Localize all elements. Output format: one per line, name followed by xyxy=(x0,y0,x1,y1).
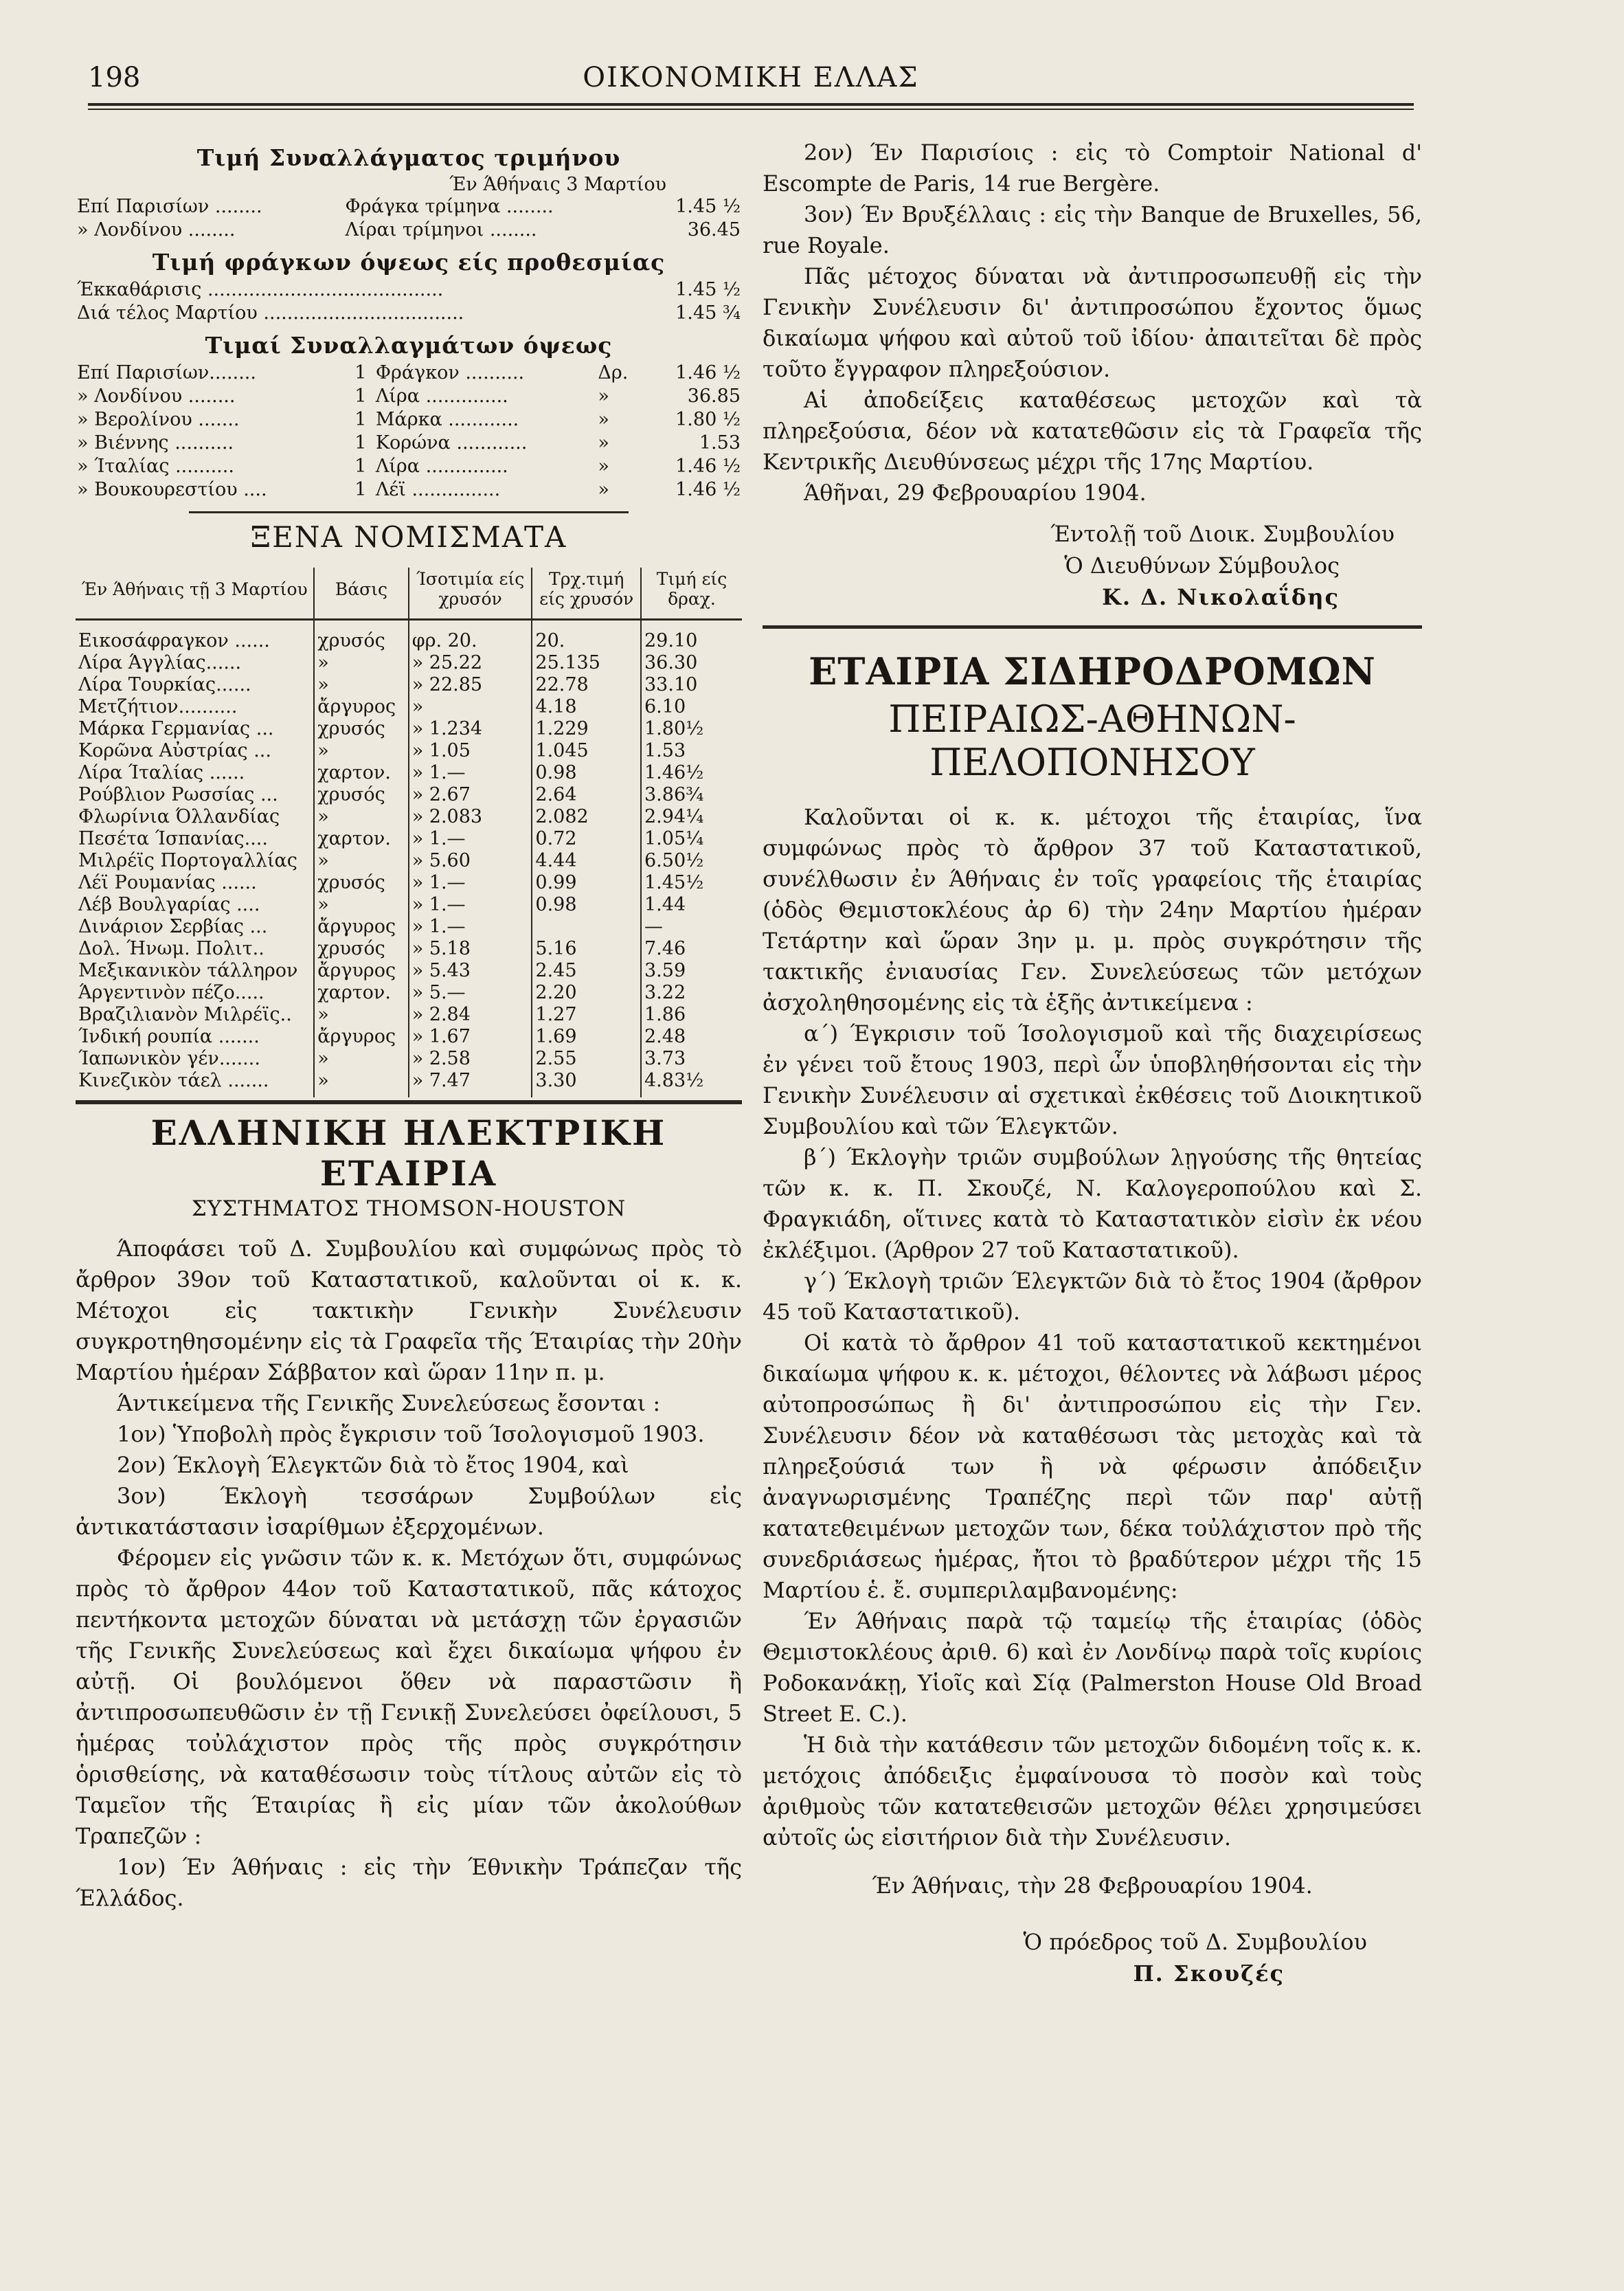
signature-name: Κ. Δ. Νικολαΐδης xyxy=(1102,584,1340,610)
currency-current: 3.30 xyxy=(532,1070,641,1097)
paragraph: α´) Έγκρισιν τοῦ Ίσολογισμοῦ καὶ τῆς διαχειρίσεως ἐν γένει τοῦ ἔτους 1903, περὶ ὧν ὑποβληθήσονται εἰς τὴν Γενικὴν Συνέλευσιν αἱ σχετικαὶ ἐκθέσεις τοῦ Διοικητικοῦ Συμβουλίου καὶ τῶν Έλεγκτῶν. xyxy=(763,1020,1422,1139)
paragraph: Πᾶς μέτοχος δύναται νὰ ἀντιπροσωπευθῇ εἰς τὴν Γενικὴν Συνέλευσιν δι' ἀντιπροσώπου ἔχοντος ὅμως δικαίωμα ψήφου καὶ αὐτοῦ τοῦ ἰδίου· ἀπαιτεῖται δὲ πρὸς τοῦτο ἔγγραφον πληρεξούσιον. xyxy=(763,263,1422,382)
table-row xyxy=(76,219,742,242)
paragraph: Έν Άθήναις παρὰ τῷ ταμείῳ τῆς ἑταιρίας (ὁδὸς Θεμιστοκλέους ἀριθ. 6) καὶ ἐν Λονδίνῳ παρὰ τοῖς κυρίοις Ροδοκανάκῃ, Υἱοῖς καὶ Σίᾳ (Palmerston House Old Broad Street E. C.). xyxy=(763,1608,1422,1727)
currency-base: » xyxy=(314,1004,408,1026)
currency-name: Μάρκα Γερμανίας ... xyxy=(78,718,274,739)
currency-price: 1.44 xyxy=(641,894,742,916)
table-row xyxy=(76,1048,742,1070)
currency-price: 1.80½ xyxy=(641,718,742,740)
currency-parity: » 1.— xyxy=(409,894,532,916)
page-number: 198 xyxy=(88,62,141,93)
currency-price: 1.46½ xyxy=(641,762,742,784)
header-rule-thin xyxy=(88,109,1414,110)
col-header-price: Τιμή είς δραχ. xyxy=(641,568,742,620)
table-row xyxy=(76,432,742,455)
currency-current: 0.98 xyxy=(532,894,641,916)
currency-parity: » 2.84 xyxy=(409,1004,532,1026)
rate-label: Επί Παρισίων ........ xyxy=(77,196,262,217)
rate-prefix: Δρ. xyxy=(598,362,629,383)
rate-unit: Λίρα .............. xyxy=(375,456,508,477)
notice-date: Άθῆναι, 29 Φεβρουαρίου 1904. xyxy=(804,480,1147,506)
paragraph: Άποφάσει τοῦ Δ. Συμβουλίου καὶ συμφώνως πρὸς τὸ ἄρθρον 39ον τοῦ Καταστατικοῦ, καλοῦνται οἱ κ. κ. Μέτοχοι εἰς τακτικὴν Γενικὴν Συνέλευσιν συγκροτηθησομένην εἰς τὰ Γραφεῖα τῆς Έταιρίας τὴν 20ὴν Μαρτίου ἡμέραν Σάββατον καὶ ὥραν 11ην π. μ. xyxy=(76,1236,742,1385)
currency-current xyxy=(532,916,641,938)
currency-name: Λέβ Βουλγαρίας .... xyxy=(78,894,260,915)
foreign-currencies-title: ΞΕΝΑ ΝΟΜΙΣΜΑΤΑ xyxy=(250,520,567,554)
signature-line: Ὁ Διευθύνων Σύμβουλος xyxy=(1064,552,1340,579)
col-header-currency: Έν Άθήναις τῇ 3 Μαρτίου xyxy=(76,568,314,620)
currency-name: Δολ. Ήνωμ. Πολιτ.. xyxy=(78,938,264,959)
currency-parity: » 7.47 xyxy=(409,1070,532,1097)
signature-name: Π. Σκουζές xyxy=(1133,1960,1285,1987)
rate-qty: 1 xyxy=(354,479,367,500)
rate-label: » Λονδίνου ........ xyxy=(77,385,236,407)
paragraph: Οἱ κατὰ τὸ ἄρθρον 41 τοῦ καταστατικοῦ κεκτημένοι δικαίωμα ψήφου κ. κ. μέτοχοι, θέλοντες νὰ λάβωσι μέρος αὐτοπροσώπως ἢ δι' ἀντιπροσώπου εἰς τὴν Γεν. Συνέλευσιν δέον νὰ καταθέσωσι τὰς μετοχὰς καὶ τὰ πληρεξούσιά των ἢ νὰ φέρωσιν ἀπόδειξιν ἀναγνωρισμένης Τραπέζης περὶ τῶν παρ' αὐτῇ κατατεθειμένων μετοχῶν των, δέκα τοὐλάχιστον πρὸ τῆς συνεδριάσεως ἡμέρας, ἤτοι τὸ βραδύτερον μέχρι τῆς 15 Μαρτίου ἑ. ἔ. συμπεριλαμβανομένης: xyxy=(763,1330,1422,1603)
currency-current: 0.98 xyxy=(532,762,641,784)
table-row xyxy=(76,1070,742,1097)
signature-line: Ὁ πρόεδρος τοῦ Δ. Συμβουλίου xyxy=(1023,1929,1367,1955)
currency-current: 2.55 xyxy=(532,1048,641,1070)
currency-price: 36.30 xyxy=(641,652,742,674)
rate-qty: 1 xyxy=(354,362,367,383)
table-row xyxy=(76,872,742,894)
currency-parity: » 5.— xyxy=(409,982,532,1004)
rate-value: 1.46 ½ xyxy=(675,479,741,500)
paragraph: 2ον) Έκλογὴ Έλεγκτῶν διὰ τὸ ἔτος 1904, καὶ xyxy=(117,1452,629,1478)
currency-current: 20. xyxy=(532,620,641,653)
currency-current: 1.27 xyxy=(532,1004,641,1026)
currency-rows xyxy=(76,620,742,1098)
currency-base: χρυσός xyxy=(314,938,408,960)
rate-unit: Λίραι τρίμηνοι ........ xyxy=(345,219,537,241)
currency-current: 2.64 xyxy=(532,784,641,806)
currency-current: 2.20 xyxy=(532,982,641,1004)
rate-value: 1.80 ½ xyxy=(675,409,741,430)
currency-parity: » 1.67 xyxy=(409,1026,532,1048)
currency-price: 1.86 xyxy=(641,1004,742,1026)
currency-base: » xyxy=(314,740,408,762)
currency-base: » xyxy=(314,850,408,872)
paragraph: β´) Έκλογὴν τριῶν συμβούλων λῃγούσης τῆς θητείας τῶν κ. κ. Π. Σκουζέ, Ν. Καλογεροπούλου καὶ Σ. Φραγκιάδη, οἵτινες κατὰ τὸ Καταστατικὸν εἰσὶν ἐκ νέου ἐκλέξιμοι. (Άρθρον 27 τοῦ Καταστατικοῦ). xyxy=(763,1144,1422,1263)
currency-price: 4.83½ xyxy=(641,1070,742,1097)
section-divider xyxy=(189,511,629,513)
rate-prefix: » xyxy=(598,456,609,477)
paragraph: Ἡ διὰ τὴν κατάθεσιν τῶν μετοχῶν διδομένη τοῖς κ. κ. μετόχοις ἀπόδειξις ἐμφαίνουσα τὸ ποσὸν καὶ τοὺς ἀριθμοὺς τῶν κατατεθεισῶν μετοχῶν θέλει χρησιμεύσει αὐτοῖς ὡς εἰσιτήριον διὰ τὴν Συνέλευσιν. xyxy=(763,1732,1422,1851)
currency-base: ἄργυρος xyxy=(314,696,408,718)
rate-label: » Λονδίνου ........ xyxy=(77,219,236,241)
currency-current: 5.16 xyxy=(532,938,641,960)
table-row xyxy=(76,408,742,432)
table-row xyxy=(76,385,742,408)
table-row xyxy=(76,620,742,653)
table-row xyxy=(76,652,742,674)
table-row xyxy=(76,828,742,850)
currency-base: » xyxy=(314,894,408,916)
currency-parity: » 1.— xyxy=(409,872,532,894)
header-rule xyxy=(88,103,1414,106)
currency-name: Μιλρέϊς Πορτογαλλίας xyxy=(78,850,297,871)
rate-unit: Μάρκα ............ xyxy=(375,409,519,430)
rate-prefix: » xyxy=(598,479,609,500)
currency-parity: » 1.05 xyxy=(409,740,532,762)
currency-current: 25.135 xyxy=(532,652,641,674)
exchange-3m-table xyxy=(76,195,742,242)
currency-parity: » 5.18 xyxy=(409,938,532,960)
rate-unit: Φράγκον .......... xyxy=(375,362,525,383)
currency-parity: » 1.— xyxy=(409,762,532,784)
currency-price: 3.73 xyxy=(641,1048,742,1070)
rate-label: » Βερολίνου ....... xyxy=(77,409,240,430)
rate-qty: 1 xyxy=(354,409,367,430)
sight-exchange-table xyxy=(76,361,742,502)
table-row xyxy=(76,674,742,696)
rate-prefix: » xyxy=(598,432,609,454)
section-divider-thick xyxy=(76,1100,742,1104)
franc-forward-title: Τιμή φράγκων όψεως είς προθεσμίας xyxy=(152,249,666,276)
currency-base: » xyxy=(314,1070,408,1097)
currency-parity: » xyxy=(409,696,532,718)
table-row xyxy=(76,718,742,740)
greek-electric-title: ΕΛΛΗΝΙΚΗ ΗΛΕΚΤΡΙΚΗ ΕΤΑΙΡΙΑ xyxy=(150,1113,667,1194)
currency-price: 2.48 xyxy=(641,1026,742,1048)
col-header-current: Τρχ.τιμή είς χρυσόν xyxy=(532,568,641,620)
currency-current: 4.18 xyxy=(532,696,641,718)
railway-company-title: ΕΤΑΙΡΙΑ ΣΙΔΗΡΟΔΡΟΜΩΝ xyxy=(809,649,1376,693)
currency-parity: » 25.22 xyxy=(409,652,532,674)
paragraph: 1ον) Ὑποβολὴ πρὸς ἔγκρισιν τοῦ Ίσολογισμοῦ 1903. xyxy=(117,1421,705,1447)
rate-value: 1.46 ½ xyxy=(675,362,741,383)
exchange-3m-title: Τιμή Συναλλάγματος τριμήνου xyxy=(196,144,621,171)
exchange-3m-date: Έν Άθήναις 3 Μαρτίου xyxy=(449,174,666,195)
rate-unit: Λέϊ ............... xyxy=(375,479,501,500)
currency-price: 29.10 xyxy=(641,620,742,653)
currency-base: ἄργυρος xyxy=(314,960,408,982)
rate-label: » Ίταλίας .......... xyxy=(77,456,234,477)
currency-price: 6.50½ xyxy=(641,850,742,872)
signature-line: Έντολῇ τοῦ Διοικ. Συμβουλίου xyxy=(1050,521,1395,547)
table-row xyxy=(76,982,742,1004)
rate-qty: 1 xyxy=(354,432,367,454)
rate-unit: Φράγκα τρίμηνα ........ xyxy=(345,196,554,217)
rate-label: Έκκαθάρισις ........................................ xyxy=(77,279,444,300)
currency-parity: » 1.234 xyxy=(409,718,532,740)
currency-price: 2.94¼ xyxy=(641,806,742,828)
currency-current: 1.229 xyxy=(532,718,641,740)
currency-current: 1.045 xyxy=(532,740,641,762)
table-row xyxy=(76,960,742,982)
currency-name: Ρούβλιον Ρωσσίας ... xyxy=(78,784,278,805)
currency-name: Άργεντινὸν πέζο..... xyxy=(78,982,264,1003)
currency-name: Κορῶνα Αὐστρίας ... xyxy=(78,740,271,761)
rate-unit: Κορώνα ............ xyxy=(375,432,528,454)
rate-unit: Λίρα .............. xyxy=(375,385,508,407)
rate-label: » Βιέννης .......... xyxy=(77,432,234,454)
rate-value: 1.46 ½ xyxy=(675,456,741,477)
currency-price: 7.46 xyxy=(641,938,742,960)
currency-current: 1.69 xyxy=(532,1026,641,1048)
currency-current: 2.45 xyxy=(532,960,641,982)
railway-company-subtitle: ΠΕΙΡΑΙΩΣ-ΑΘΗΝΩΝ-ΠΕΛΟΠΟΝΗΣΟΥ xyxy=(888,697,1296,784)
rate-prefix: » xyxy=(598,409,609,430)
rate-value: 1.45 ¾ xyxy=(675,302,741,324)
table-row xyxy=(76,478,742,502)
rate-value: 1.45 ½ xyxy=(675,279,741,300)
currency-parity: » 5.60 xyxy=(409,850,532,872)
rate-label: Επί Παρισίων........ xyxy=(77,362,256,383)
currency-current: 0.99 xyxy=(532,872,641,894)
currency-name: Λίρα Τουρκίας...... xyxy=(78,674,251,695)
currency-price: 1.45½ xyxy=(641,872,742,894)
table-row xyxy=(76,916,742,938)
currency-name: Λίρα Άγγλίας...... xyxy=(78,652,242,673)
currency-price: 33.10 xyxy=(641,674,742,696)
notice-date: Έν Άθήναις, τὴν 28 Φεβρουαρίου 1904. xyxy=(872,1873,1313,1899)
currency-price: 1.05¼ xyxy=(641,828,742,850)
table-header-row xyxy=(76,568,742,620)
currency-name: Φλωρίνια Όλλανδίας xyxy=(78,806,280,827)
paragraph: 3ον) Έν Βρυξέλλαις : εἰς τὴν Banque de Bruxelles, 56, rue Royale. xyxy=(763,201,1422,258)
paragraph: Αἱ ἀποδείξεις καταθέσεως μετοχῶν καὶ τὰ πληρεξούσια, δέον νὰ κατατεθῶσιν εἰς τὰ Γραφεῖα τῆς Κεντρικῆς Διευθύνσεως μέχρι τῆς 17ης Μαρτίου. xyxy=(763,387,1422,475)
running-title: ΟΙΚΟΝΟΜΙΚΗ ΕΛΛΑΣ xyxy=(583,62,919,93)
rate-value: 36.85 xyxy=(687,385,741,407)
foreign-currencies-table xyxy=(76,568,742,1097)
rate-value: 1.53 xyxy=(699,432,741,454)
rate-qty: 1 xyxy=(354,385,367,407)
table-row xyxy=(76,361,742,385)
currency-base: ἄργυρος xyxy=(314,916,408,938)
currency-name: Μεξικανικὸν τάλληρον xyxy=(78,960,298,981)
currency-name: Εικοσάφραγκον ...... xyxy=(78,630,270,651)
currency-price: 3.86¾ xyxy=(641,784,742,806)
table-row xyxy=(76,740,742,762)
rate-value: 36.45 xyxy=(687,219,741,241)
table-row xyxy=(76,278,742,302)
currency-base: χρυσός xyxy=(314,872,408,894)
table-row xyxy=(76,806,742,828)
table-row xyxy=(76,195,742,219)
rate-value: 1.45 ½ xyxy=(675,196,741,217)
currency-current: 22.78 xyxy=(532,674,641,696)
currency-current: 0.72 xyxy=(532,828,641,850)
right-column xyxy=(763,137,1422,1989)
currency-base: χαρτον. xyxy=(314,982,408,1004)
currency-price: — xyxy=(641,916,742,938)
paragraph: Φέρομεν εἰς γνῶσιν τῶν κ. κ. Μετόχων ὅτι, συμφώνως πρὸς τὸ ἄρθρον 44ον τοῦ Καταστατικοῦ, πᾶς κάτοχος πεντήκοντα μετοχῶν δύναται νὰ μετάσχῃ τῶν ἐργασιῶν τῆς Γενικῆς Συνελεύσεως καὶ ἔχει δικαίωμα ψήφου ἐν αὐτῇ. Οἱ βουλόμενοι ὅθεν νὰ παραστῶσιν ἢ ἀντιπροσωπευθῶσιν ἐν τῇ Γενικῇ Συνελεύσει ὀφείλουσι, 5 ἡμέρας τοὐλάχιστον πρὸς τῆς πρὸς συγκρότησιν ὁρισθείσης, νὰ καταθέσωσιν τοὺς τίτλους αὐτῶν εἰς τὸ Ταμεῖον τῆς Έταιρίας ἢ εἰς μίαν τῶν ἀκολούθων Τραπεζῶν : xyxy=(76,1545,742,1849)
currency-name: Βραζιλιανὸν Μιλρέϊς.. xyxy=(78,1004,292,1025)
currency-parity: φρ. 20. xyxy=(409,620,532,653)
currency-base: » xyxy=(314,806,408,828)
currency-base: » xyxy=(314,674,408,696)
currency-parity: » 2.083 xyxy=(409,806,532,828)
paragraph: 2ον) Έν Παρισίοις : εἰς τὸ Comptoir National d' Escompte de Paris, 14 rue Bergère. xyxy=(763,139,1422,197)
left-column xyxy=(76,137,742,1914)
table-row xyxy=(76,455,742,478)
currency-parity: » 1.— xyxy=(409,828,532,850)
table-row xyxy=(76,850,742,872)
page-header xyxy=(88,58,1414,99)
currency-parity: » 2.58 xyxy=(409,1048,532,1070)
table-row xyxy=(76,696,742,718)
currency-base: χαρτον. xyxy=(314,828,408,850)
sight-exchange-title: Τιμαί Συναλλαγμάτων όψεως xyxy=(205,332,613,359)
col-header-base: Βάσις xyxy=(314,568,408,620)
currency-current: 2.082 xyxy=(532,806,641,828)
currency-price: 3.59 xyxy=(641,960,742,982)
currency-current: 4.44 xyxy=(532,850,641,872)
currency-parity: » 5.43 xyxy=(409,960,532,982)
currency-price: 6.10 xyxy=(641,696,742,718)
table-row xyxy=(76,1026,742,1048)
currency-parity: » 22.85 xyxy=(409,674,532,696)
currency-name: Πεσέτα Ίσπανίας.... xyxy=(78,828,268,849)
currency-name: Ίαπωνικὸν γέν....... xyxy=(78,1048,260,1069)
currency-base: χρυσός xyxy=(314,620,408,653)
currency-price: 3.22 xyxy=(641,982,742,1004)
paragraph: Άντικείμενα τῆς Γενικῆς Συνελεύσεως ἔσονται : xyxy=(117,1390,661,1416)
table-row xyxy=(76,762,742,784)
paragraph: 1ον) Έν Άθήναις : εἰς τὴν Έθνικὴν Τράπεζαν τῆς Έλλάδος. xyxy=(76,1854,742,1911)
table-row xyxy=(76,784,742,806)
greek-electric-subtitle: ΣΥΣΤΗΜΑΤΟΣ THOMSON-HOUSTON xyxy=(191,1196,627,1221)
currency-base: » xyxy=(314,652,408,674)
rate-qty: 1 xyxy=(354,456,367,477)
currency-base: χαρτον. xyxy=(314,762,408,784)
currency-name: Μετζήτιον.......... xyxy=(78,696,238,717)
currency-parity: » 1.— xyxy=(409,916,532,938)
table-row xyxy=(76,894,742,916)
currency-base: ἄργυρος xyxy=(314,1026,408,1048)
currency-price: 1.53 xyxy=(641,740,742,762)
table-row xyxy=(76,938,742,960)
currency-parity: » 2.67 xyxy=(409,784,532,806)
currency-base: » xyxy=(314,1048,408,1070)
currency-name: Κινεζικὸν τάελ ....... xyxy=(78,1070,269,1091)
paragraph: 3ον) Έκλογὴ τεσσάρων Συμβούλων εἰς ἀντικατάστασιν ἰσαρίθμων ἐξερχομένων. xyxy=(76,1483,742,1540)
currency-name: Δινάριον Σερβίας ... xyxy=(78,916,268,937)
paragraph: Καλοῦνται οἱ κ. κ. μέτοχοι τῆς ἑταιρίας, ἵνα συμφώνως πρὸς τὸ ἄρθρον 37 τοῦ Καταστατικοῦ, συνέλθωσιν ἐν Άθήναις ἐν τοῖς γραφείοις τῆς ἑταιρίας (ὁδὸς Θεμιστοκλέους ἀρ 6) τὴν 24ην Μαρτίου ἡμέραν Τετάρτην καὶ ὥραν 3ην μ. μ. πρὸς συγκρότησιν τῆς τακτικῆς ἐνιαυσίας Γεν. Συνελεύσεως τῶν μετόχων ἀσχοληθησομένης εἰς τὰ ἑξῆς ἀντικείμενα : xyxy=(763,804,1422,1016)
franc-forward-table xyxy=(76,278,742,325)
table-row xyxy=(76,1004,742,1026)
table-row xyxy=(76,302,742,325)
col-header-parity: Ίσοτιμία είς χρυσόν xyxy=(409,568,532,620)
currency-base: χρυσός xyxy=(314,718,408,740)
rate-prefix: » xyxy=(598,385,609,407)
rate-label: » Βουκουρεστίου .... xyxy=(77,479,267,500)
paragraph: γ´) Έκλογὴ τριῶν Έλεγκτῶν διὰ τὸ ἔτος 1904 (ἄρθρον 45 τοῦ Καταστατικοῦ). xyxy=(763,1268,1422,1325)
currency-name: Λίρα Ίταλίας ...... xyxy=(78,762,245,783)
rate-label: Διά τέλος Μαρτίου .................................. xyxy=(77,302,464,324)
currency-name: Λέϊ Ρουμανίας ...... xyxy=(78,872,257,893)
section-divider xyxy=(763,625,1422,629)
currency-base: χρυσός xyxy=(314,784,408,806)
currency-name: Ίνδική ρουπία ....... xyxy=(78,1026,260,1047)
